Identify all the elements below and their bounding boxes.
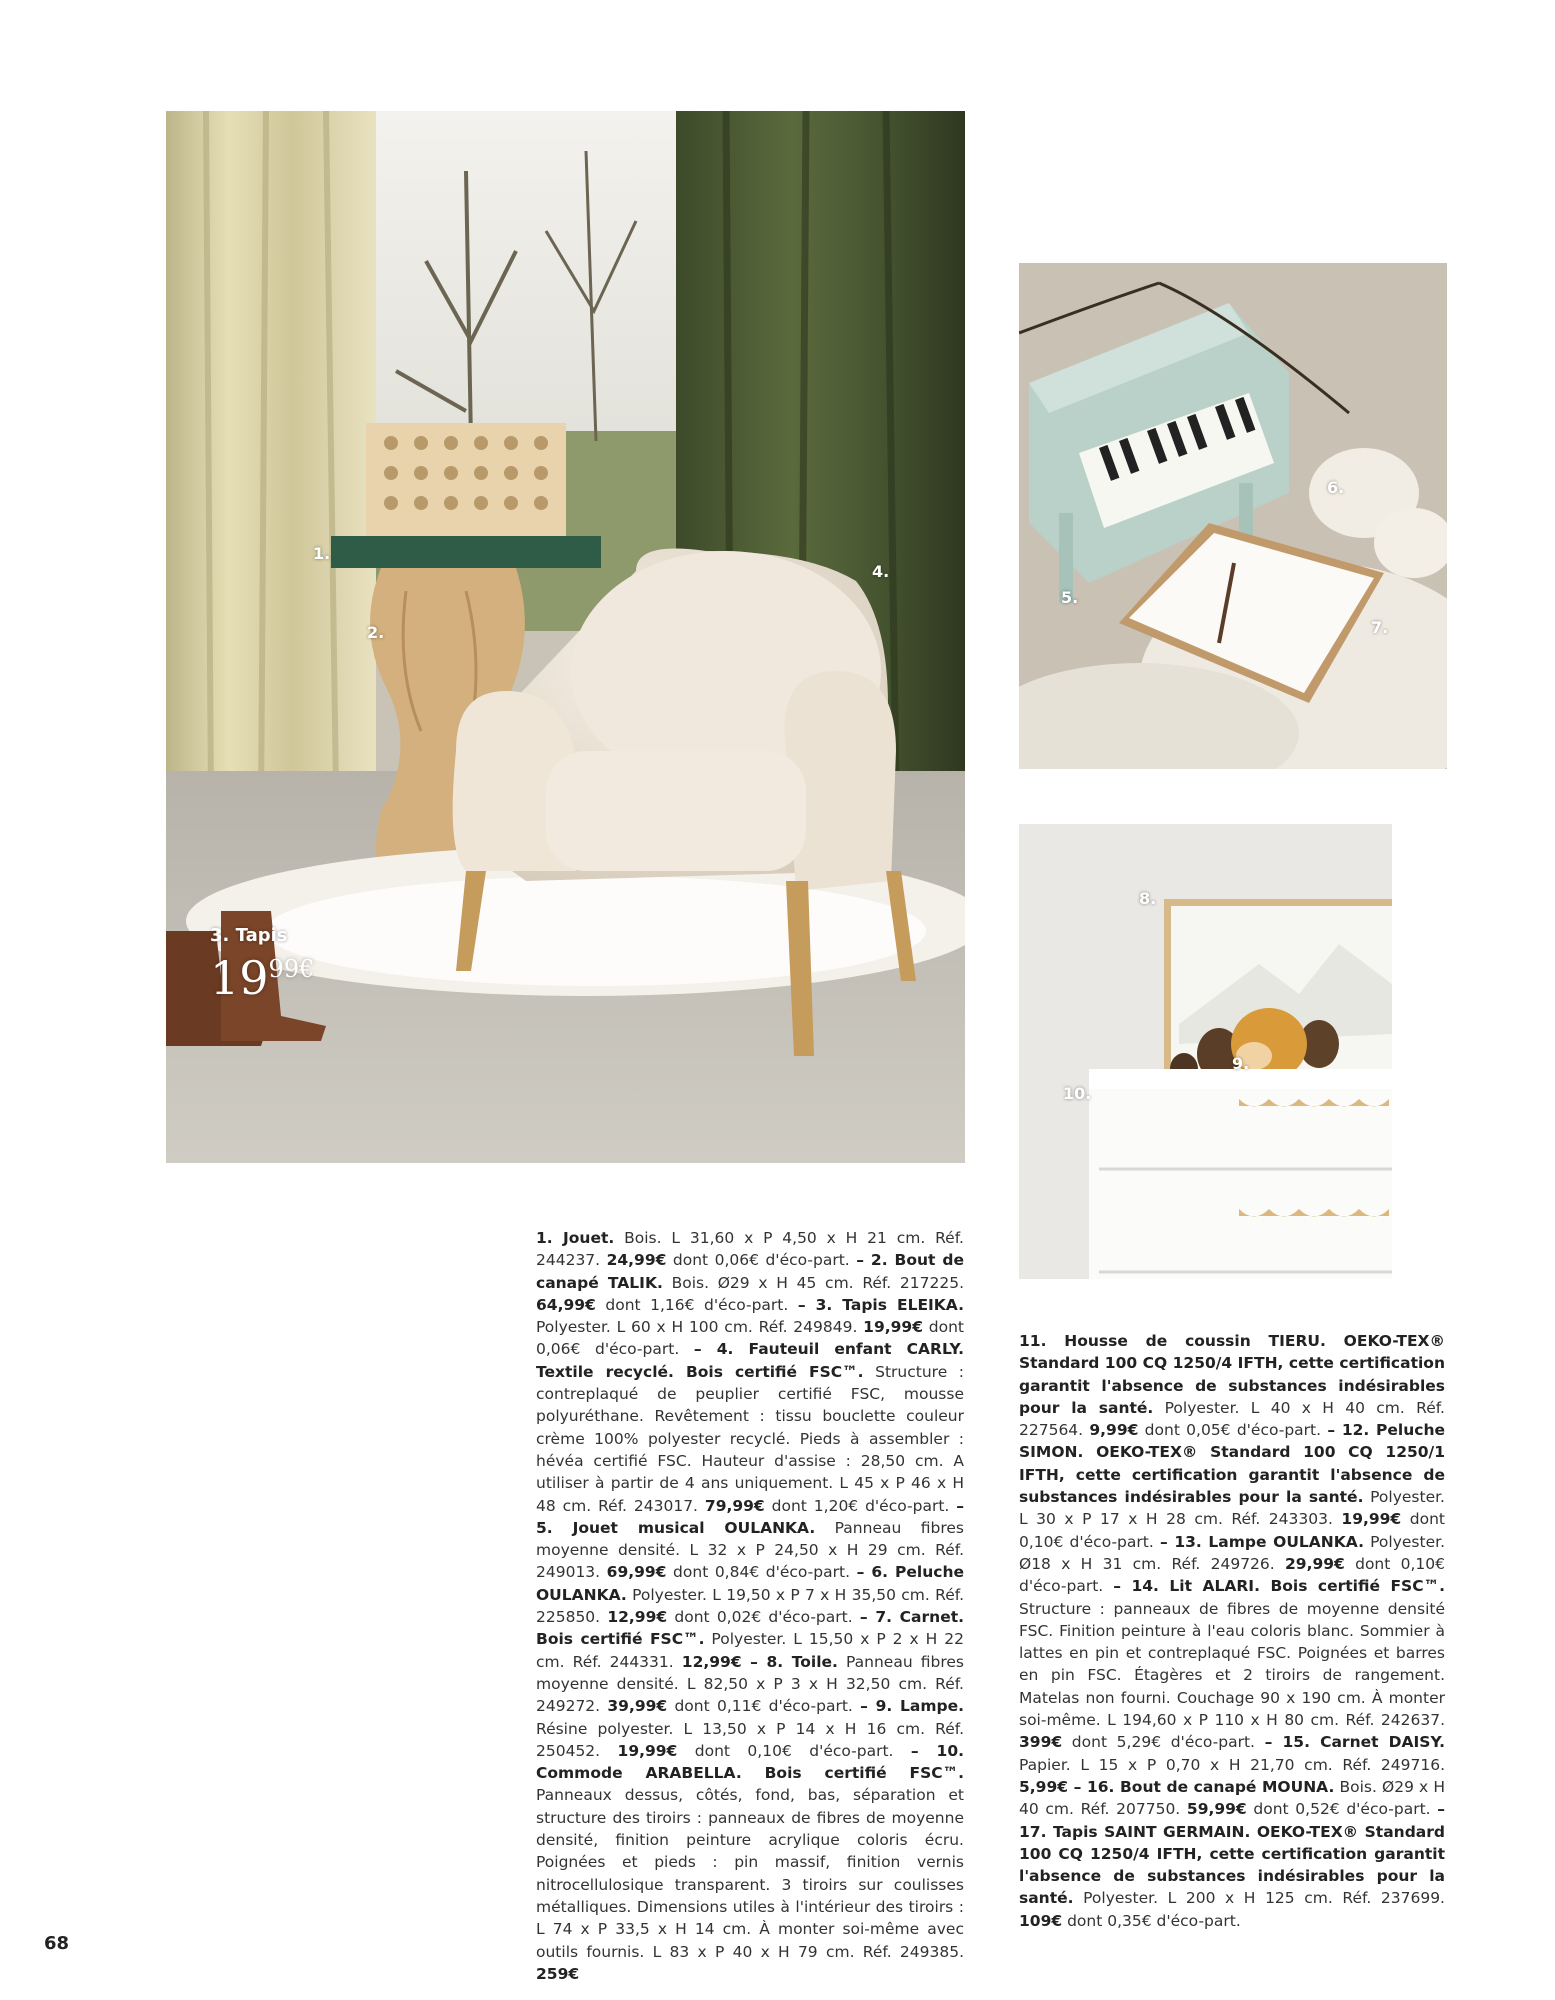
bold-run: 5,99€ – 16. Bout de canapé MOUNA. [1019,1777,1335,1796]
armchair-scene-photo [166,111,965,1163]
bold-run: – 12. Peluche SIMON. OEKO-TEX® Standard 100 CQ 1250/1 IFTH, cette certification garantit l'absence de substances indésirables pour la santé. [1019,1421,1445,1507]
rug-price-tag [210,925,315,1005]
text-run: dont 0,84€ d'éco-part. [666,1563,857,1582]
text-run: dont 0,02€ d'éco-part. [667,1608,860,1627]
bold-run: 24,99€ [606,1251,667,1270]
label-item-7: 7. [1371,618,1389,637]
text-run: dont 0,10€ d'éco-part. [1019,1510,1445,1551]
label-item-10: 10. [1063,1084,1092,1103]
text-run: Bois. Ø29 x H 40 cm. Réf. 207750. [1019,1777,1445,1819]
text-run: Papier. L 15 x P 0,70 x H 21,70 cm. Réf. 249716. [1019,1755,1445,1774]
bold-run: – 4. Fauteuil enfant CARLY. Textile recyclé. Bois certifié FSC™. [536,1340,964,1381]
bold-run: 12,99€ [607,1608,668,1627]
price-tag-amount [210,951,314,1005]
label-item-4: 4. [872,562,890,581]
bold-run: 19,99€ [1341,1510,1402,1529]
bold-run: – 14. Lit ALARI. Bois certifié FSC™. [1113,1577,1445,1596]
bold-run: 19,99€ [863,1318,923,1337]
text-run: Bois. Ø29 x H 45 cm. Réf. 217225. [662,1273,965,1292]
text-run: Bois. L 31,60 x P 4,50 x H 21 cm. Réf. 244237. [536,1229,964,1270]
price-cents: 99€ [268,955,315,983]
label-item-5: 5. [1061,588,1079,607]
text-run: Polyester. L 19,50 x P 7 x H 35,50 cm. Réf. 225850. [536,1585,964,1627]
toy-piano-photo [1019,263,1447,769]
text-run: dont 0,06€ d'éco-part. [666,1251,857,1270]
text-run: dont 0,35€ d'éco-part. [1062,1911,1241,1930]
bold-run: 12,99€ – 8. Toile. [681,1652,838,1671]
label-item-1: 1. [313,544,331,563]
text-run: dont 0,10€ d'éco-part. [1019,1554,1445,1596]
bold-run: 64,99€ [536,1295,596,1314]
text-run: Panneau fibres moyenne densité. L 32 x P 24,50 x H 29 cm. Réf. 249013. [536,1518,964,1582]
bold-run: 109€ [1019,1911,1063,1930]
bold-run: – 5. Jouet musical OULANKA. [536,1496,964,1537]
label-item-9: 9. [1232,1054,1250,1073]
bold-run: 9,99€ [1089,1421,1139,1440]
text-run: Polyester. L 15,50 x P 2 x H 22 cm. Réf. 244331. [536,1630,964,1671]
bold-run: – 10. Commode ARABELLA. Bois certifié FSC™. [536,1741,964,1783]
text-run: Structure : contreplaqué de peuplier certifié FSC, mousse polyuréthane. Revêtement : tissu bouclette couleur crème 100% polyester recyclé. Pieds à assembler : hévéa certifié FSC. Hauteur d'assise : 28,50 cm. A utiliser à partir de 4 ans uniquement. L 45 x P 46 x H 48 cm. Réf. 243017. [536,1362,964,1515]
bold-run: – 3. Tapis ELEIKA. [797,1295,964,1314]
text-run: Polyester. L 200 x H 125 cm. Réf. 237699. [1073,1889,1445,1908]
bold-run: – 2. Bout de canapé TALIK. [536,1251,964,1292]
label-item-2: 2. [367,623,385,642]
bold-run: 1. Jouet. [536,1229,615,1247]
bold-run: 39,99€ [607,1697,668,1716]
page-number: 68 [44,1933,70,1954]
bold-run: 259€ [536,1964,580,1983]
bold-run: – 17. Tapis SAINT GERMAIN. OEKO-TEX® Standard 100 CQ 1250/4 IFTH, cette certification garantit l'absence de substances indésirables pour la santé. [1019,1800,1445,1908]
product-details-right-column [1019,1330,1445,1932]
text-run: dont 1,20€ d'éco-part. [764,1496,957,1515]
bold-run: – 9. Lampe. [860,1697,965,1716]
bold-run: – 7. Carnet. Bois certifié FSC™. [536,1608,964,1649]
text-run: Panneau fibres moyenne densité. L 82,50 x P 3 x H 32,50 cm. Réf. 249272. [536,1652,964,1716]
text-run: dont 0,10€ d'éco-part. [677,1741,911,1760]
price-euros: 19 [210,951,269,1005]
bold-run: 29,99€ [1285,1554,1345,1573]
text-run: dont 0,05€ d'éco-part. [1138,1421,1328,1440]
text-run: Polyester. L 40 x H 40 cm. Réf. 227564. [1019,1398,1445,1440]
text-run: dont 5,29€ d'éco-part. [1062,1733,1265,1752]
text-run: Panneaux dessus, côtés, fond, bas, séparation et structure des tiroirs : panneaux de fibres de moyenne densité, finition peinture acrylique coloris écru. Poignées et pieds : pin massif, finition vernis nitrocellulosique transparent. 3 tiroirs sur coulisses métalliques. Dimensions utiles à l'intérieur des tiroirs : L 74 x P 33,5 x H 14 cm. À monter soi-même avec outils fournis. L 83 x P 40 x H 79 cm. Réf. 249385. [536,1786,964,1961]
text-run: dont 0,52€ d'éco-part. [1246,1800,1438,1819]
bold-run: 11. Housse de coussin TIERU. OEKO-TEX® Standard 100 CQ 1250/4 IFTH, cette certification garantit l'absence de substances indésirables pour la santé. [1019,1332,1445,1417]
dresser-canvas-photo [1019,824,1392,1279]
bold-run: 399€ [1019,1733,1063,1752]
bold-run: 69,99€ [606,1563,667,1582]
bold-run: – 6. Peluche OULANKA. [536,1563,964,1604]
text-run: Polyester. L 30 x P 17 x H 28 cm. Réf. 243303. [1019,1488,1445,1529]
text-run: dont 0,06€ d'éco-part. [536,1318,965,1359]
bold-run: 79,99€ [704,1496,765,1515]
price-tag-name: 3. Tapis [210,925,288,946]
text-run: dont 1,16€ d'éco-part. [595,1295,798,1314]
bold-run: 59,99€ [1186,1800,1247,1819]
label-item-8: 8. [1139,889,1157,908]
bold-run: 19,99€ [617,1741,678,1760]
text-run: Résine polyester. L 13,50 x P 14 x H 16 cm. Réf. 250452. [536,1719,964,1760]
label-item-6: 6. [1327,478,1345,497]
bold-run: – 15. Carnet DAISY. [1264,1733,1445,1752]
text-run: Structure : panneaux de fibres de moyenne densité FSC. Finition peinture à l'eau coloris blanc. Sommier à lattes en pin et contreplaqué FSC. Poignées et barres en pin FSC. Étagères et 2 tiroirs de rangement. Matelas non fourni. Couchage 90 x 190 cm. À monter soi-même. L 194,60 x P 110 x H 80 cm. Réf. 242637. [1019,1599,1445,1730]
product-details-left-column [536,1227,964,1985]
text-run: Polyester. Ø18 x H 31 cm. Réf. 249726. [1019,1532,1445,1573]
bold-run: – 13. Lampe OULANKA. [1159,1532,1364,1551]
text-run: Polyester. L 60 x H 100 cm. Réf. 249849. [536,1318,864,1337]
text-run: dont 0,11€ d'éco-part. [667,1697,861,1716]
